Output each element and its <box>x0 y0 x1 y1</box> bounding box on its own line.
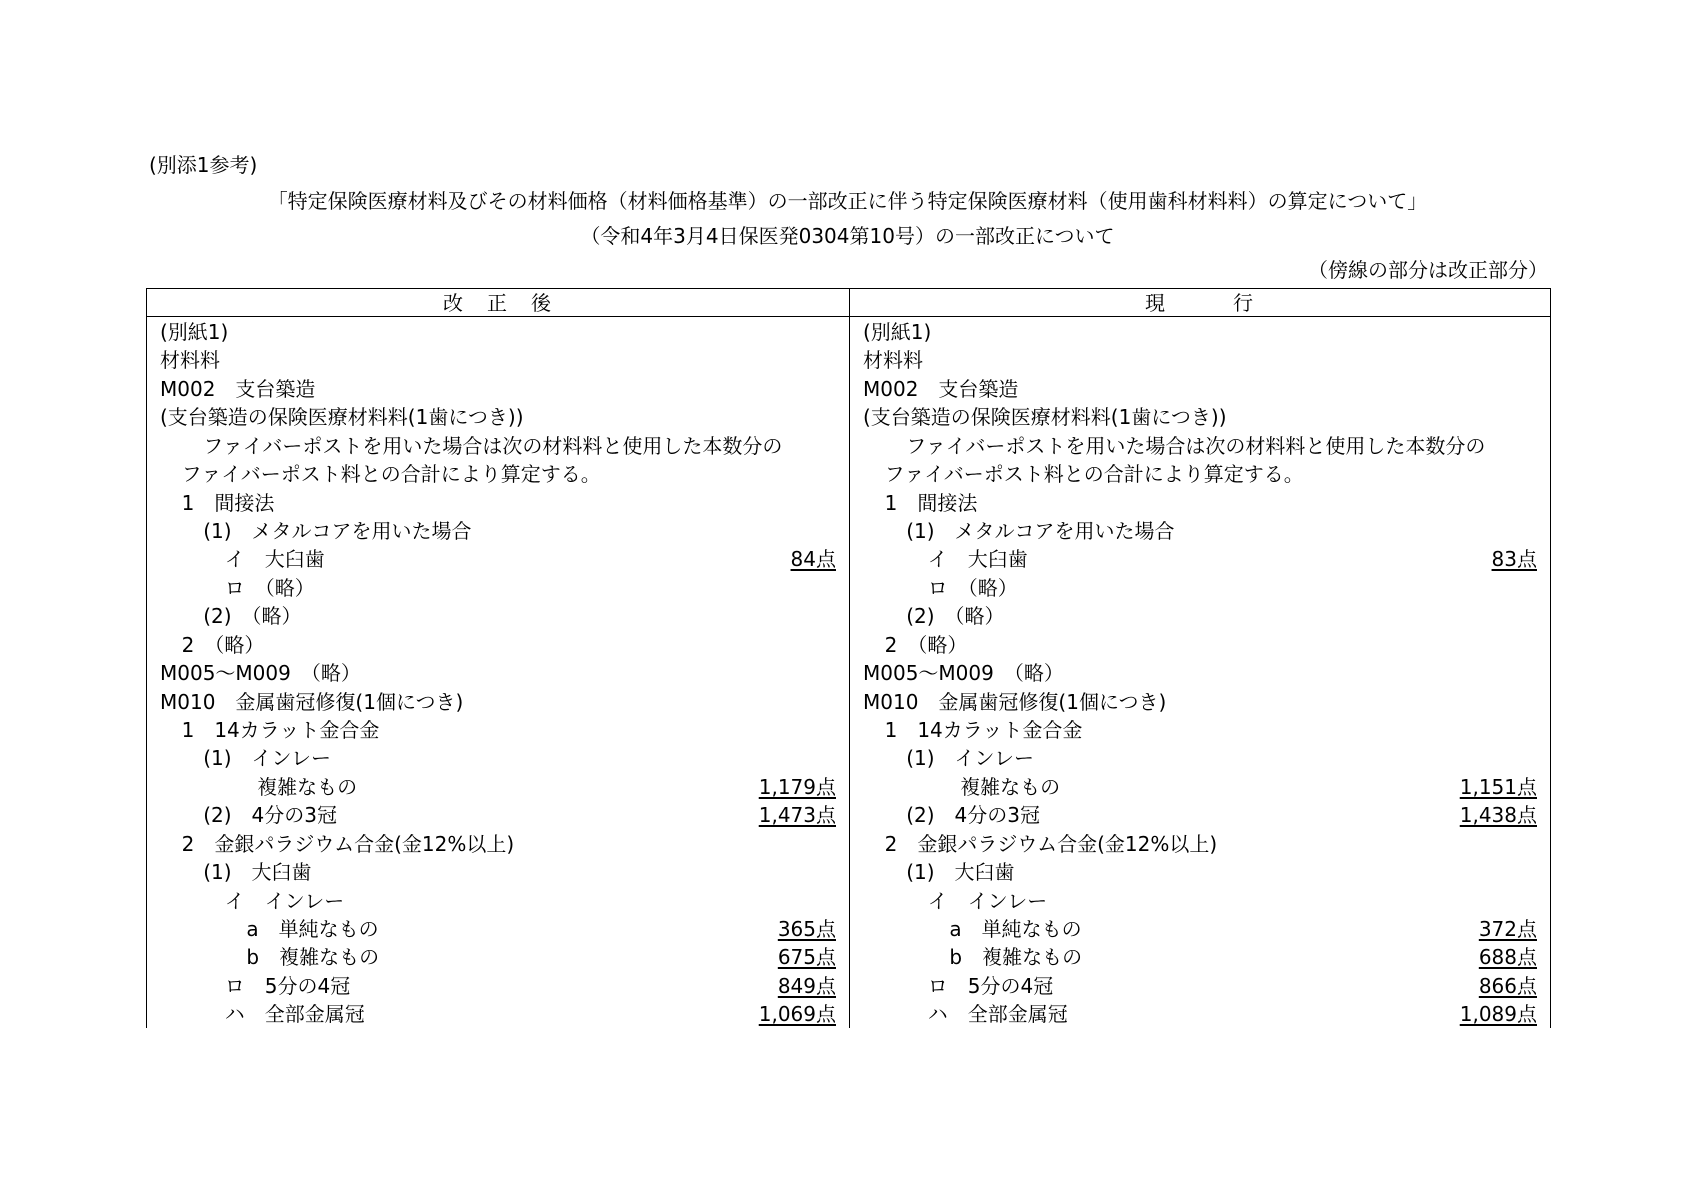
current-row-text: ハ 全部金属冠 <box>927 1002 1068 1027</box>
current-row-text: イ 大臼歯 <box>927 547 1028 572</box>
current-row-text: 2 （略） <box>884 632 968 657</box>
revised-row-text: イ インレー <box>224 888 345 913</box>
current-points-value: 1,438点 <box>1459 803 1537 828</box>
current-row-text: M002 支台築造 <box>863 376 1019 401</box>
revision-note: （傍線の部分は改正部分） <box>1308 258 1548 282</box>
revised-row-text: (支台築造の保険医療材料料(1歯につき)) <box>160 405 524 430</box>
revised-row-text: a 単純なもの <box>246 917 379 942</box>
revised-row-text: 1 間接法 <box>181 490 275 515</box>
revised-row-text: 2 金銀パラジウム合金(金12%以上) <box>181 831 515 856</box>
current-row-text: 材料料 <box>863 348 923 373</box>
current-row-text: ロ （略） <box>927 575 1018 600</box>
current-row-text: (支台築造の保険医療材料料(1歯につき)) <box>863 405 1227 430</box>
table-right-border <box>1550 288 1551 1028</box>
current-row-text: (2) 4分の3冠 <box>906 803 1040 828</box>
revised-row-text: ファイバーポストを用いた場合は次の材料料と使用した本数分の <box>203 433 783 458</box>
current-row-text: イ インレー <box>927 888 1048 913</box>
revised-row-text: (1) インレー <box>203 746 332 771</box>
reference-label: (別添1参考) <box>149 153 258 177</box>
revised-points-value: 675点 <box>777 945 836 970</box>
revised-points-value: 1,473点 <box>758 803 836 828</box>
current-row-text: (2) （略） <box>906 604 1005 629</box>
current-points-value: 688点 <box>1478 945 1537 970</box>
current-row-text: a 単純なもの <box>949 917 1082 942</box>
current-points-value: 1,151点 <box>1459 774 1537 799</box>
revised-row-text: ファイバーポスト料との合計により算定する。 <box>181 462 601 487</box>
revised-row-text: 材料料 <box>160 348 220 373</box>
document-title-line-2: （令和4年3月4日保医発0304第10号）の一部改正について <box>580 224 1115 248</box>
current-row-text: (別紙1) <box>863 320 932 344</box>
revised-row-text: (2) （略） <box>203 604 302 629</box>
document-title-line-1: 「特定保険医療材料及びその材料価格（材料価格基準）の一部改正に伴う特定保険医療材料（使用歯科材料料）の算定について」 <box>267 189 1428 213</box>
current-row-text: M010 金属歯冠修復(1個につき) <box>863 689 1167 714</box>
revised-points-value: 1,179点 <box>758 774 836 799</box>
current-row-text: ファイバーポスト料との合計により算定する。 <box>884 462 1304 487</box>
revised-row-text: (別紙1) <box>160 320 229 344</box>
current-points-value: 83点 <box>1491 547 1537 572</box>
revised-points-value: 1,069点 <box>758 1002 836 1027</box>
revised-row-text: M005～M009 （略） <box>160 661 361 686</box>
table-left-border <box>146 288 147 1028</box>
current-points-value: 1,089点 <box>1459 1002 1537 1027</box>
revised-row-text: b 複雑なもの <box>246 945 380 970</box>
current-row-text: 複雑なもの <box>960 774 1061 799</box>
revised-row-text: (1) 大臼歯 <box>203 860 312 885</box>
current-row-text: (1) 大臼歯 <box>906 860 1015 885</box>
column-header-revised: 改 正 後 <box>443 291 553 315</box>
current-row-text: M005～M009 （略） <box>863 661 1064 686</box>
current-row-text: b 複雑なもの <box>949 945 1083 970</box>
table-middle-border <box>849 288 850 1028</box>
revised-points-value: 849点 <box>777 973 836 998</box>
current-row-text: (1) メタルコアを用いた場合 <box>906 519 1175 543</box>
revised-row-text: イ 大臼歯 <box>224 547 325 572</box>
current-row-text: ファイバーポストを用いた場合は次の材料料と使用した本数分の <box>906 433 1486 458</box>
revised-points-value: 365点 <box>777 917 836 942</box>
revised-points-value: 84点 <box>790 547 836 572</box>
revised-row-text: ハ 全部金属冠 <box>224 1002 365 1027</box>
column-header-current: 現 行 <box>1145 291 1255 315</box>
current-row-text: 2 金銀パラジウム合金(金12%以上) <box>884 831 1218 856</box>
revised-row-text: M010 金属歯冠修復(1個につき) <box>160 689 464 714</box>
revised-row-text: ロ （略） <box>224 575 315 600</box>
current-points-value: 866点 <box>1478 973 1537 998</box>
revised-row-text: 複雑なもの <box>257 774 358 799</box>
current-row-text: (1) インレー <box>906 746 1035 771</box>
current-row-text: 1 間接法 <box>884 490 978 515</box>
current-row-text: ロ 5分の4冠 <box>927 973 1054 998</box>
revised-row-text: M002 支台築造 <box>160 376 316 401</box>
revised-row-text: ロ 5分の4冠 <box>224 973 351 998</box>
revised-row-text: (2) 4分の3冠 <box>203 803 337 828</box>
revised-row-text: 1 14カラット金合金 <box>181 718 380 743</box>
current-points-value: 372点 <box>1478 917 1537 942</box>
revised-row-text: 2 （略） <box>181 632 265 657</box>
revised-row-text: (1) メタルコアを用いた場合 <box>203 519 472 543</box>
current-row-text: 1 14カラット金合金 <box>884 718 1083 743</box>
